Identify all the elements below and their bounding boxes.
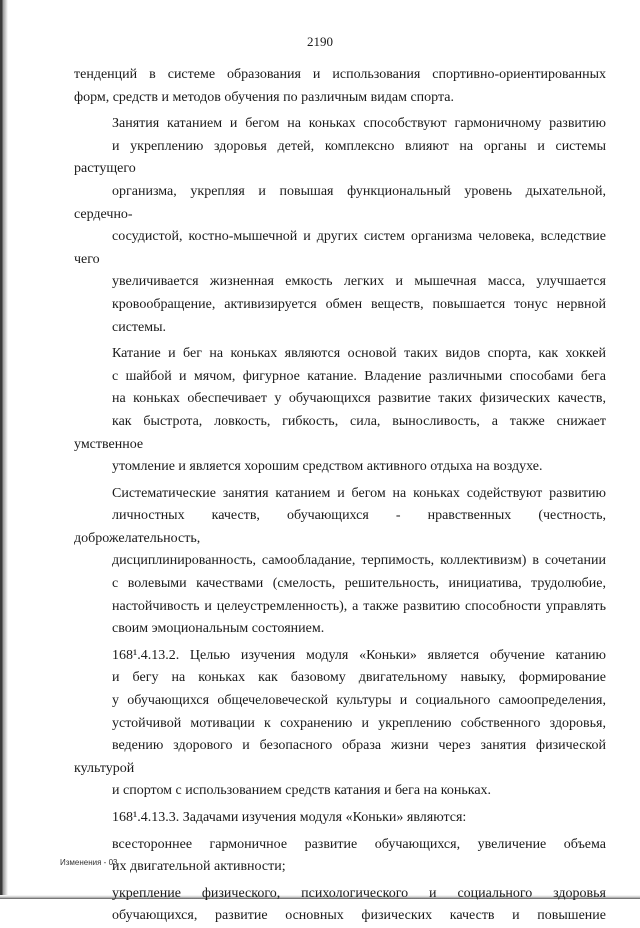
text-line: утомление и является хорошим средством активного отдыха на воздухе. [112,459,543,475]
text-line: увеличивается жизненная емкость легких и мышечная масса, улучшается [112,274,606,290]
text-line: Катание и бег на коньках являются основой таких видов спорта, как хоккей [112,346,606,362]
text-line: ведению здорового и безопасного образа жизни через занятия физической культурой [74,738,606,776]
text-line: дисциплинированность, самообладание, терпимость, коллективизм) в сочетании [112,553,606,569]
text-line: у обучающихся общечеловеческой культуры и социального самоопределения, [112,693,606,709]
paragraph-2 [74,113,606,339]
text-line: системы. [112,319,167,335]
text-line: и спортом с использованием средств катания и бега на коньках. [112,783,492,799]
text-line: кровообращение, активизируется обмен веществ, повышается тонус нервной [112,296,606,312]
text-line: как быстрота, ловкость, гибкость, сила, выносливость, а также снижает умственное [74,413,606,452]
text-line: всестороннее гармоничное развитие обучающихся, увеличение объема [112,836,606,852]
text-line: укрепление физического, психологического и социального здоровья [112,885,606,901]
paragraph-7 [74,834,606,879]
text-line: 168¹.4.13.3. Задачами изучения модуля «Коньки» являются: [112,810,467,825]
text-line: на коньках обеспечивает у обучающихся развитие таких физических качеств, [112,391,606,407]
text-line: устойчивой мотивации к сохранению и укреплению собственного здоровья, [112,715,606,731]
footer-revision-note: Изменения - 03 [60,858,118,867]
text-line: с волевыми качествами (смелость, решительность, инициатива, трудолюбие, [112,576,606,592]
page-number: 2190 [307,34,333,49]
text-line: организма, укрепляя и повышая функциональный уровень дыхательной, сердечно- [74,183,606,222]
paragraph-5 [74,645,606,803]
text-line: с шайбой и мячом, фигурное катание. Владение различными способами бега [112,368,606,384]
document-body [74,64,606,928]
text-line: личностных качеств, обучающихся - нравственных (честность, доброжелательность, [74,508,606,546]
text-line: настойчивость и целеустремленность), а также развитию способности управлять [112,598,606,614]
text-line: своим эмоциональным состоянием. [112,621,325,637]
text-line: их двигательной активности; [112,859,286,875]
text-line: сосудистой, костно-мышечной и других систем организма человека, вследствие чего [74,229,606,267]
text-line: 168¹.4.13.2. Целью изучения модуля «Коньки» является обучение катанию [112,647,606,663]
text-line: Систематические занятия катанием и бегом на коньках содействуют развитию [112,485,606,501]
text-line: и укреплению здоровья детей, комплексно влияют на органы и системы растущего [74,138,606,177]
paragraph-4 [74,483,606,641]
paragraph-8 [74,883,606,928]
paragraph-1 [74,64,606,109]
text-line: форм, средств и методов обучения по различным видам спорта. [74,89,454,105]
text-line: обучающихся, развитие основных физических качеств и повышение [112,908,606,924]
text-line: и бегу на коньках как базовому двигательному навыку, формирование [112,670,606,686]
paragraph-3 [74,343,606,479]
paragraph-6 [74,807,606,830]
scan-left-edge [0,0,8,899]
text-line: тенденций в системе образования и использования спортивно-ориентированных [74,67,606,82]
text-line: Занятия катанием и бегом на коньках способствуют гармоничному развитию [112,116,606,132]
